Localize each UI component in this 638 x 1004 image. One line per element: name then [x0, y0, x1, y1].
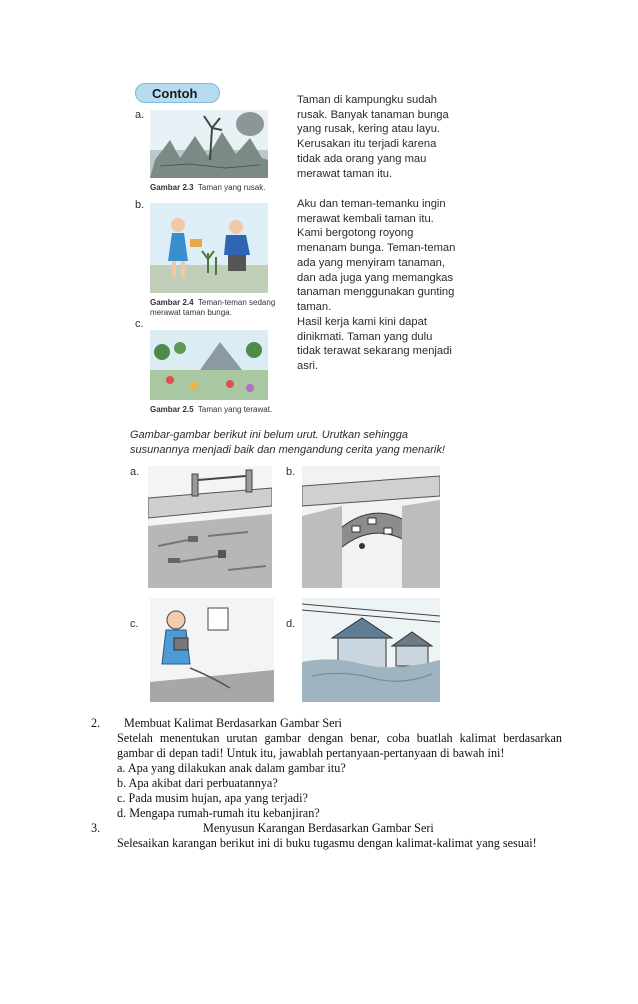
flooded-houses-image [302, 598, 440, 702]
damaged-garden-image [150, 110, 268, 178]
children-gardening-image [150, 203, 268, 293]
task-d-letter: d. [286, 618, 296, 630]
section-2-title: Membuat Kalimat Berdasarkan Gambar Seri [124, 716, 342, 730]
task-a-letter: a. [130, 466, 140, 478]
panel-a-letter: a. [135, 109, 145, 121]
task-c-letter: c. [130, 618, 139, 630]
section-3-number: 3. [91, 821, 101, 835]
section-3-title: Menyusun Karangan Berdasarkan Gambar Seri [203, 821, 434, 835]
caption-label: Gambar 2.3 [150, 183, 194, 192]
story-paragraph-3: Hasil kerja kami kini dapat dinikmati. Taman yang dulu tidak terawat sekarang menjadi asri. [297, 316, 452, 373]
tidy-garden-image [150, 330, 268, 400]
figure-2-5-caption [150, 405, 280, 415]
caption-text: Taman yang rusak. [197, 183, 266, 192]
contoh-badge: Contoh [135, 83, 220, 103]
caption-label: Gambar 2.5 [150, 405, 194, 414]
question-b: b. Apa akibat dari perbuatannya? [117, 776, 278, 790]
section-3-text: Selesaikan karangan berikut ini di buku tugasmu dengan kalimat-kalimat yang sesuai! [117, 836, 537, 850]
task-b-letter: b. [286, 466, 296, 478]
panel-c-letter: c. [135, 318, 144, 330]
caption-label: Gambar 2.4 [150, 298, 194, 307]
question-d: d. Mengapa rumah-rumah itu kebanjiran? [117, 806, 320, 820]
girl-throwing-trash-image [150, 598, 274, 702]
story-paragraph-2: Aku dan teman-temanku ingin merawat kembali taman itu. Kami bergotong royong menanam bunga. Teman-teman ada yang menyiram tanaman, dan ada juga yang memangkas tanaman menggunakan gunting taman. [297, 198, 456, 313]
section-2-number: 2. [91, 716, 101, 730]
question-c: c. Pada musim hujan, apa yang terjadi? [117, 791, 308, 805]
section-2-intro-line-1: Setelah menentukan urutan gambar dengan benar, coba buatlah kalimat berdasarkan [117, 731, 562, 745]
caption-text: Teman-teman sedang merawat taman bunga. [150, 298, 276, 317]
clogged-channel-image [302, 466, 440, 588]
caption-text: Taman yang terawat. [197, 405, 273, 414]
story-paragraph-1: Taman di kampungku sudah rusak. Banyak tanaman bunga yang rusak, kering atau layu. Kerusakan itu terjadi karena tidak ada orang yang mau merawat taman itu. [297, 94, 449, 180]
question-a: a. Apa yang dilakukan anak dalam gambar itu? [117, 761, 346, 775]
task-instruction: Gambar-gambar berikut ini belum urut. Urutkan sehingga susunannya menjadi baik dan mengandung cerita yang menarik! [130, 429, 445, 456]
figure-2-3-caption [150, 183, 280, 193]
littered-river-image [148, 466, 272, 588]
panel-b-letter: b. [135, 199, 145, 211]
section-2-intro-line-2: gambar di depan tadi! Untuk itu, jawablah pertanyaan-pertanyaan di bawah ini! [117, 746, 505, 760]
figure-2-4-caption [150, 298, 280, 318]
